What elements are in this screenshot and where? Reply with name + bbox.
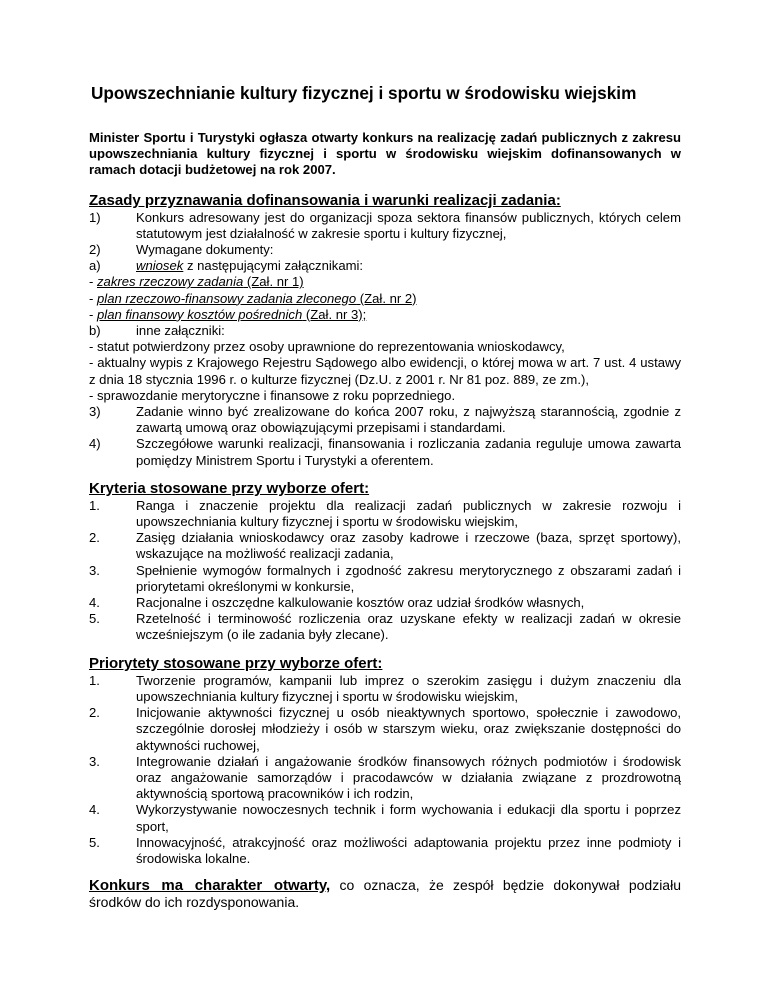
list-item <box>89 530 681 562</box>
attachment-ref: (Zał. nr 3); <box>302 306 367 322</box>
item-number: 2) <box>89 242 101 258</box>
list-item <box>89 611 681 643</box>
item-text: Zadanie winno być zrealizowane do końca 2007 roku, z najwyższą starannością, zgodnie z zawartą umową oraz obowiązującymi przepisami i standardami. <box>136 404 681 436</box>
item-number: 3) <box>89 404 101 420</box>
item-number: 1. <box>89 672 100 688</box>
item-text: Wykorzystywanie nowoczesnych technik i form wychowania i edukacji dla sportu i poprzez sport, <box>136 802 681 834</box>
page-title: Upowszechnianie kultury fizycznej i sportu w środowisku wiejskim <box>91 83 637 103</box>
item-text: Wymagane dokumenty: <box>136 242 274 258</box>
item-text: Szczegółowe warunki realizacji, finansowania i rozliczania zadania reguluje umowa zawarta pomiędzy Ministrem Sportu i Turystyki a oferentem. <box>136 436 681 468</box>
item-text: z następującymi załącznikami: <box>183 258 364 274</box>
other-attachment-line: - sprawozdanie merytoryczne i finansowe z roku poprzedniego. <box>89 387 456 403</box>
list-item <box>89 242 681 258</box>
item-text: Inicjowanie aktywności fizycznej u osób nieaktywnych sportowo, społecznie i zawodowo, szczególnie dorosłej młodzieży i osób w starszym wieku, oraz zwiększanie dostępności do aktywności ruchowej, <box>136 705 681 753</box>
item-number: 2. <box>89 705 100 721</box>
item-text: Konkurs adresowany jest do organizacji spoza sektora finansów publicznych, których celem statutowym jest działalność w zakresie sportu i kultury fizycznej, <box>136 209 681 241</box>
item-text: Tworzenie programów, kampanii lub imprez o szerokim zasięgu i dużym znaczeniu dla upowszechniania kultury fizycznej i sportu w środowisku wiejskim, <box>136 672 681 704</box>
item-text: Ranga i znaczenie projektu dla realizacji zadań publicznych w zakresie rozwoju i upowszechniania kultury fizycznej i sportu w środowisku wiejskim, <box>136 497 681 530</box>
closing-paragraph <box>89 877 681 911</box>
item-number: 4) <box>89 436 101 452</box>
attachment-ref: (Zał. nr 1) <box>243 274 304 290</box>
section-heading-priorytety: Priorytety stosowane przy wyborze ofert: <box>89 654 383 672</box>
item-text: Spełnienie wymogów formalnych i zgodność zakresu merytorycznego z obszarami zadań i priorytetami określonymi w konkursie, <box>136 562 681 594</box>
attachment-line <box>89 307 681 323</box>
item-number: 1) <box>89 209 101 225</box>
attachment-ref: (Zał. nr 2) <box>356 290 417 306</box>
list-item <box>89 835 681 867</box>
list-item <box>89 705 681 754</box>
section-priorytety <box>89 654 681 867</box>
closing-text: co oznacza, że zespół będzie dokonywał podziału środków do ich rozdysponowania. <box>89 877 681 911</box>
item-text: Integrowanie działań i angażowanie środków finansowych różnych podmiotów i środowisk oraz angażowanie samorządów i pracodawców w działania związane z prozdrowotną aktywnością sportową pracowników i ich rodzin, <box>136 753 681 802</box>
list-item <box>89 802 681 834</box>
dash: - <box>89 290 97 306</box>
item-number: 4. <box>89 595 100 611</box>
attachment-line <box>89 274 681 290</box>
list-item <box>89 258 681 274</box>
list-item <box>89 436 681 468</box>
item-number: 4. <box>89 802 100 818</box>
list-item <box>89 595 681 611</box>
attachment-line <box>89 291 681 307</box>
wniosek-link[interactable]: wniosek <box>136 258 184 274</box>
closing-emphasis: Konkurs ma charakter otwarty, <box>89 877 331 895</box>
zakres-rzeczowy-link[interactable]: zakres rzeczowy zadania <box>97 274 244 290</box>
plan-rzeczowo-finansowy-link[interactable]: plan rzeczowo-finansowy zadania zleconego <box>97 290 357 306</box>
section-heading-zasady: Zasady przyznawania dofinansowania i warunki realizacji zadania: <box>89 191 561 209</box>
item-number: 3. <box>89 753 100 769</box>
list-item <box>89 498 681 530</box>
item-number: b) <box>89 323 101 339</box>
section-zasady <box>89 191 681 469</box>
item-number: 5. <box>89 611 100 627</box>
dash: - <box>89 274 97 290</box>
list-item <box>89 404 681 436</box>
item-text: Innowacyjność, atrakcyjność oraz możliwości adaptowania projektu przez inne podmioty i środowiska lokalne. <box>136 834 681 866</box>
item-number: 2. <box>89 530 100 546</box>
item-number: 5. <box>89 834 100 850</box>
other-attachment-line: - statut potwierdzony przez osoby uprawnione do reprezentowania wnioskodawcy, <box>89 339 565 355</box>
section-kryteria <box>89 479 681 644</box>
plan-finansowy-link[interactable]: plan finansowy kosztów pośrednich <box>97 306 303 322</box>
document-page <box>89 82 681 911</box>
list-item <box>89 563 681 595</box>
intro-paragraph: Minister Sportu i Turystyki ogłasza otwarty konkurs na realizację zadań publicznych z zakresu upowszechniania kultury fizycznej i sportu w środowisku wiejskim dofinansowanych w ramach dotacji budżetowej na rok 2007. <box>89 130 681 178</box>
list-item <box>89 210 681 242</box>
item-text: Rzetelność i terminowość rozliczenia oraz uzyskane efekty w realizacji zadań w okresie wcześniejszym (o ile zadania były zlecane). <box>136 611 681 643</box>
item-text: inne załączniki: <box>136 323 225 339</box>
item-number: 1. <box>89 497 100 513</box>
section-heading-kryteria: Kryteria stosowane przy wyborze ofert: <box>89 479 370 497</box>
list-item <box>89 754 681 803</box>
item-number: a) <box>89 258 101 274</box>
dash: - <box>89 306 97 322</box>
list-item <box>89 673 681 705</box>
item-text: Racjonalne i oszczędne kalkulowanie kosztów oraz udział środków własnych, <box>136 595 585 611</box>
list-item <box>89 323 681 339</box>
item-number: 3. <box>89 562 100 578</box>
other-attachment-line: - aktualny wypis z Krajowego Rejestru Sądowego albo ewidencji, o której mowa w art. 7 ust. 4 ustawy z dnia 18 stycznia 1996 r. o kulturze fizycznej (Dz.U. z 2001 r. Nr 81 poz. 889, ze zm.), <box>89 355 681 387</box>
item-text: Zasięg działania wnioskodawcy oraz zasoby kadrowe i rzeczowe (baza, sprzęt sportowy), wskazujące na możliwość realizacji zadania, <box>136 530 681 562</box>
